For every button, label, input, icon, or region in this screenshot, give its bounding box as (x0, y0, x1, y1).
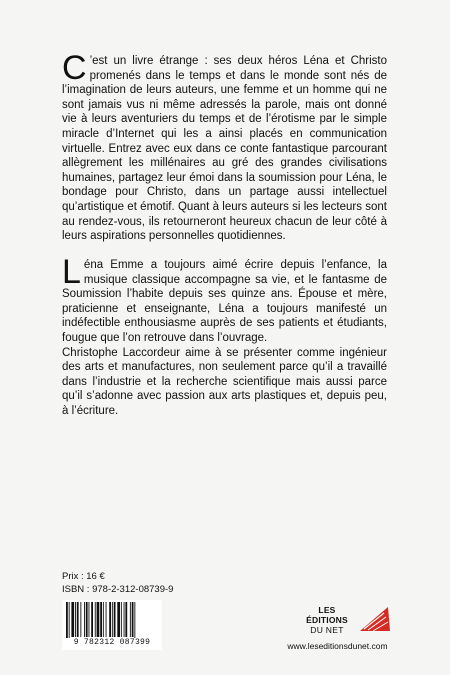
isbn: ISBN : 978-2-312-08739-9 (62, 583, 174, 595)
barcode-icon (62, 600, 162, 640)
barcode (62, 600, 162, 650)
author-bio-lena-text: éna Emme a toujours aimé écrire depuis l’enfance, la musique classique accompagne sa vie, et le fantasme de Soumission l’habite depuis ses quinze ans. Épouse et mère, praticienne et enseignante, Léna a toujours manifesté un indéfectible enthousiasme auprès de ses patients et étudiants, fougue que l’on retrouve dans l’ouvrage. (62, 259, 387, 344)
drop-cap: L (62, 253, 81, 291)
synopsis-text: ’est un livre étrange : ses deux héros Léna et Christo promenés dans le temps et dans le monde sont nés de l’imagination de leurs auteurs, une femme et un homme qui ne sont jamais vus ni même adressés la parole, mais ont donné vie à leurs aventuriers du temps et de l’érotisme par le simple miracle d’Internet qui les a ainsi placés en communication virtuelle. Entrez avec eux dans ce conte fantastique parcourant allègrement les millénaires au gré des grandes civilisations humaines, partagez leur émoi dans la soumission pour Léna, le bondage pour Christo, dans un partage aussi intellectuel qu’artistique et émotif. Quant à leurs auteurs si les lecteurs sont au rendez-vous, ils retourneront heureux chacun de leur côté à leurs aspirations personnelles quotidiennes. (62, 55, 387, 243)
publisher-line2: DU NET (310, 625, 344, 635)
authors-section (62, 253, 387, 419)
publisher-website: www.leseditionsdunet.com (287, 641, 388, 651)
price: Prix : 16 € (62, 571, 105, 582)
publisher-logo (298, 603, 393, 633)
publisher-name (298, 605, 356, 635)
barcode-digits: 9 782312 087399 (62, 638, 162, 647)
publisher-line1: LES ÉDITIONS (306, 605, 348, 625)
author-bio-lena (62, 253, 387, 346)
publisher-book-icon (358, 603, 392, 633)
drop-cap: C (62, 49, 87, 87)
synopsis-paragraph (62, 49, 387, 244)
book-meta (62, 571, 173, 596)
author-bio-christophe: Christophe Laccordeur aime à se présenter comme ingénieur des arts et manufactures, non seulement parce qu’il a travaillé dans l’industrie et la recherche scientifique mais aussi parce qu’il s’adonne avec passion aux arts plastiques et, depuis peu, à l’écriture. (62, 346, 387, 417)
